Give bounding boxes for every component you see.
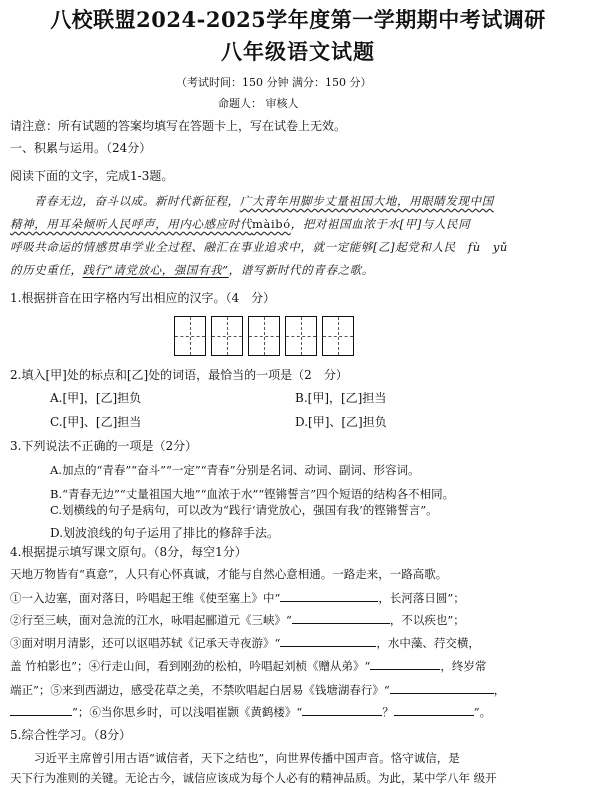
wavy-underlined-text: 广大青年用脚步丈量祖国大地，用眼睛发现中国 <box>239 194 494 208</box>
question-2: 2.填入[甲]处的标点和[乙]处的词语，最恰当的一项是（2 分） <box>10 368 348 382</box>
answer-blank[interactable] <box>10 704 72 716</box>
q2-option-a: A.[甲]，[乙]担负 <box>50 391 142 405</box>
q2-option-c: C.[甲]、[乙]担当 <box>50 415 142 429</box>
question-5: 5.综合性学习。（8分） <box>10 728 132 742</box>
q4-text: ， <box>493 683 506 697</box>
tianzige-cell[interactable] <box>174 316 206 356</box>
q2-option-b: B.[甲]，[乙]担当 <box>295 391 387 405</box>
answer-blank[interactable] <box>280 635 376 647</box>
q3-option-d: D.划波浪线的句子运用了排比的修辞手法。 <box>50 526 280 540</box>
q4-text: ，不以疾也”； <box>389 613 465 627</box>
answer-blank[interactable] <box>302 704 382 716</box>
q4-text: 盖 竹柏影也”；④行走山间，看到刚劲的松柏，吟唱起刘桢《赠从弟》“ <box>10 659 371 673</box>
q4-item-3 <box>10 635 480 651</box>
reading-instruction: 阅读下面的文字，完成1-3题。 <box>10 169 174 183</box>
passage-line-4 <box>10 262 374 278</box>
q4-item-6 <box>10 704 491 720</box>
q4-text: ”；⑥当你思乡时，可以浅唱崔颢《黄鹤楼》“ <box>72 705 303 719</box>
q3-option-b: B.“青春无边”“丈量祖国大地”“血浓于水”“铿锵誓言”四个短语的结构各不相同。 <box>50 487 455 501</box>
passage-text: ，谱写新时代的青春之歌。 <box>228 263 374 277</box>
tianzige-cell[interactable] <box>322 316 354 356</box>
q4-text: ②行至三峡，面对急流的江水，咏唱起郦道元《三峡》“ <box>10 613 292 627</box>
q4-text: ①一入边塞，面对落日，吟唱起王维《使至塞上》中“ <box>10 591 281 605</box>
wavy-underlined-text: 精神，用耳朵倾听人民呼声，用内心感应时代 <box>10 217 252 231</box>
answer-blank[interactable] <box>370 658 440 670</box>
passage-line-1 <box>34 193 494 209</box>
q4-item-1 <box>10 590 465 606</box>
question-4: 4.根据提示填写课文原句。（8分，每空1分） <box>10 545 247 559</box>
passage-text: 青春无边，奋斗以成。新时代新征程， <box>34 194 240 208</box>
tianzige-cell[interactable] <box>248 316 280 356</box>
question-3: 3.下列说法不正确的一项是（2分） <box>10 439 198 453</box>
answer-blank[interactable] <box>394 704 474 716</box>
q4-text: ，水中藻、荇交横， <box>376 636 480 650</box>
underlined-sentence: 践行“请党放心，强国有我” <box>82 263 229 277</box>
question-1: 1.根据拼音在田字格内写出相应的汉字。（4 分） <box>10 291 276 305</box>
q4-text: ③面对明月清影，还可以讴唱苏轼《记承天寺夜游》“ <box>10 636 281 650</box>
q4-item-2 <box>10 612 465 628</box>
q4-text: ，终岁常 <box>440 659 487 673</box>
passage-text: ，把对祖国血浓于水[甲]与人民同 <box>290 217 471 231</box>
exam-title: 八校联盟2024-2025学年度第一学期期中考试调研 <box>50 7 546 32</box>
answer-blank[interactable] <box>280 590 378 602</box>
tianzige-grid <box>174 316 359 356</box>
q4-text: ？ <box>382 705 394 719</box>
setters-line: 命题人： 审核人 <box>218 97 299 110</box>
notice: 请注意：所有试题的答案均填写在答题卡上，写在试卷上无效。 <box>10 119 347 133</box>
passage-line-3: 呼吸共命运的情感贯串学业全过程、融汇在事业追求中，就一定能够[乙]起党和人民 fù yǔ <box>10 240 508 254</box>
tianzige-cell[interactable] <box>211 316 243 356</box>
section-heading: 一、积累与运用。（24分） <box>10 141 152 155</box>
passage-text: 的历史重任， <box>10 263 83 277</box>
q4-text: ，长河落日圆”； <box>378 591 465 605</box>
q5-paragraph-line-1: 习近平主席曾引用古语“诚信者，天下之结也”，向世界传播中国声音。恪守诚信，是 <box>34 751 460 765</box>
exam-subtitle: 八年级语文试题 <box>221 39 375 64</box>
pinyin-maibo: màibó <box>252 217 291 231</box>
tianzige-cell[interactable] <box>285 316 317 356</box>
answer-blank[interactable] <box>292 612 390 624</box>
q5-paragraph-line-2: 天下行为准则的关键。无论古今，诚信应该成为每个人必有的精神品质。为此，某中学八年 级开 <box>10 771 497 785</box>
q4-text: ”。 <box>473 705 492 719</box>
q3-option-a: A.加点的“青春”“奋斗”“一定”“青春”分别是名词、动词、副词、形容词。 <box>50 463 420 477</box>
passage-line-2 <box>10 216 470 232</box>
exam-info: （考试时间：150 分钟 满分：150 分） <box>176 76 372 89</box>
q2-option-d: D.[甲]、[乙]担负 <box>295 415 387 429</box>
answer-blank[interactable] <box>390 682 494 694</box>
q4-intro: 天地万物皆有“真意”，人只有心怀真诚，才能与自然心意相通。一路走来，一路高歌。 <box>10 567 448 581</box>
q4-text: 端正”；⑤来到西湖边，感受花草之美，不禁吹唱起白居易《钱塘湖春行》“ <box>10 683 390 697</box>
q4-item-5 <box>10 682 505 698</box>
q4-item-4 <box>10 658 486 674</box>
q3-option-c: C.划横线的句子是病句，可以改为“践行‘请党放心，强国有我’的铿锵誓言”。 <box>50 503 438 517</box>
